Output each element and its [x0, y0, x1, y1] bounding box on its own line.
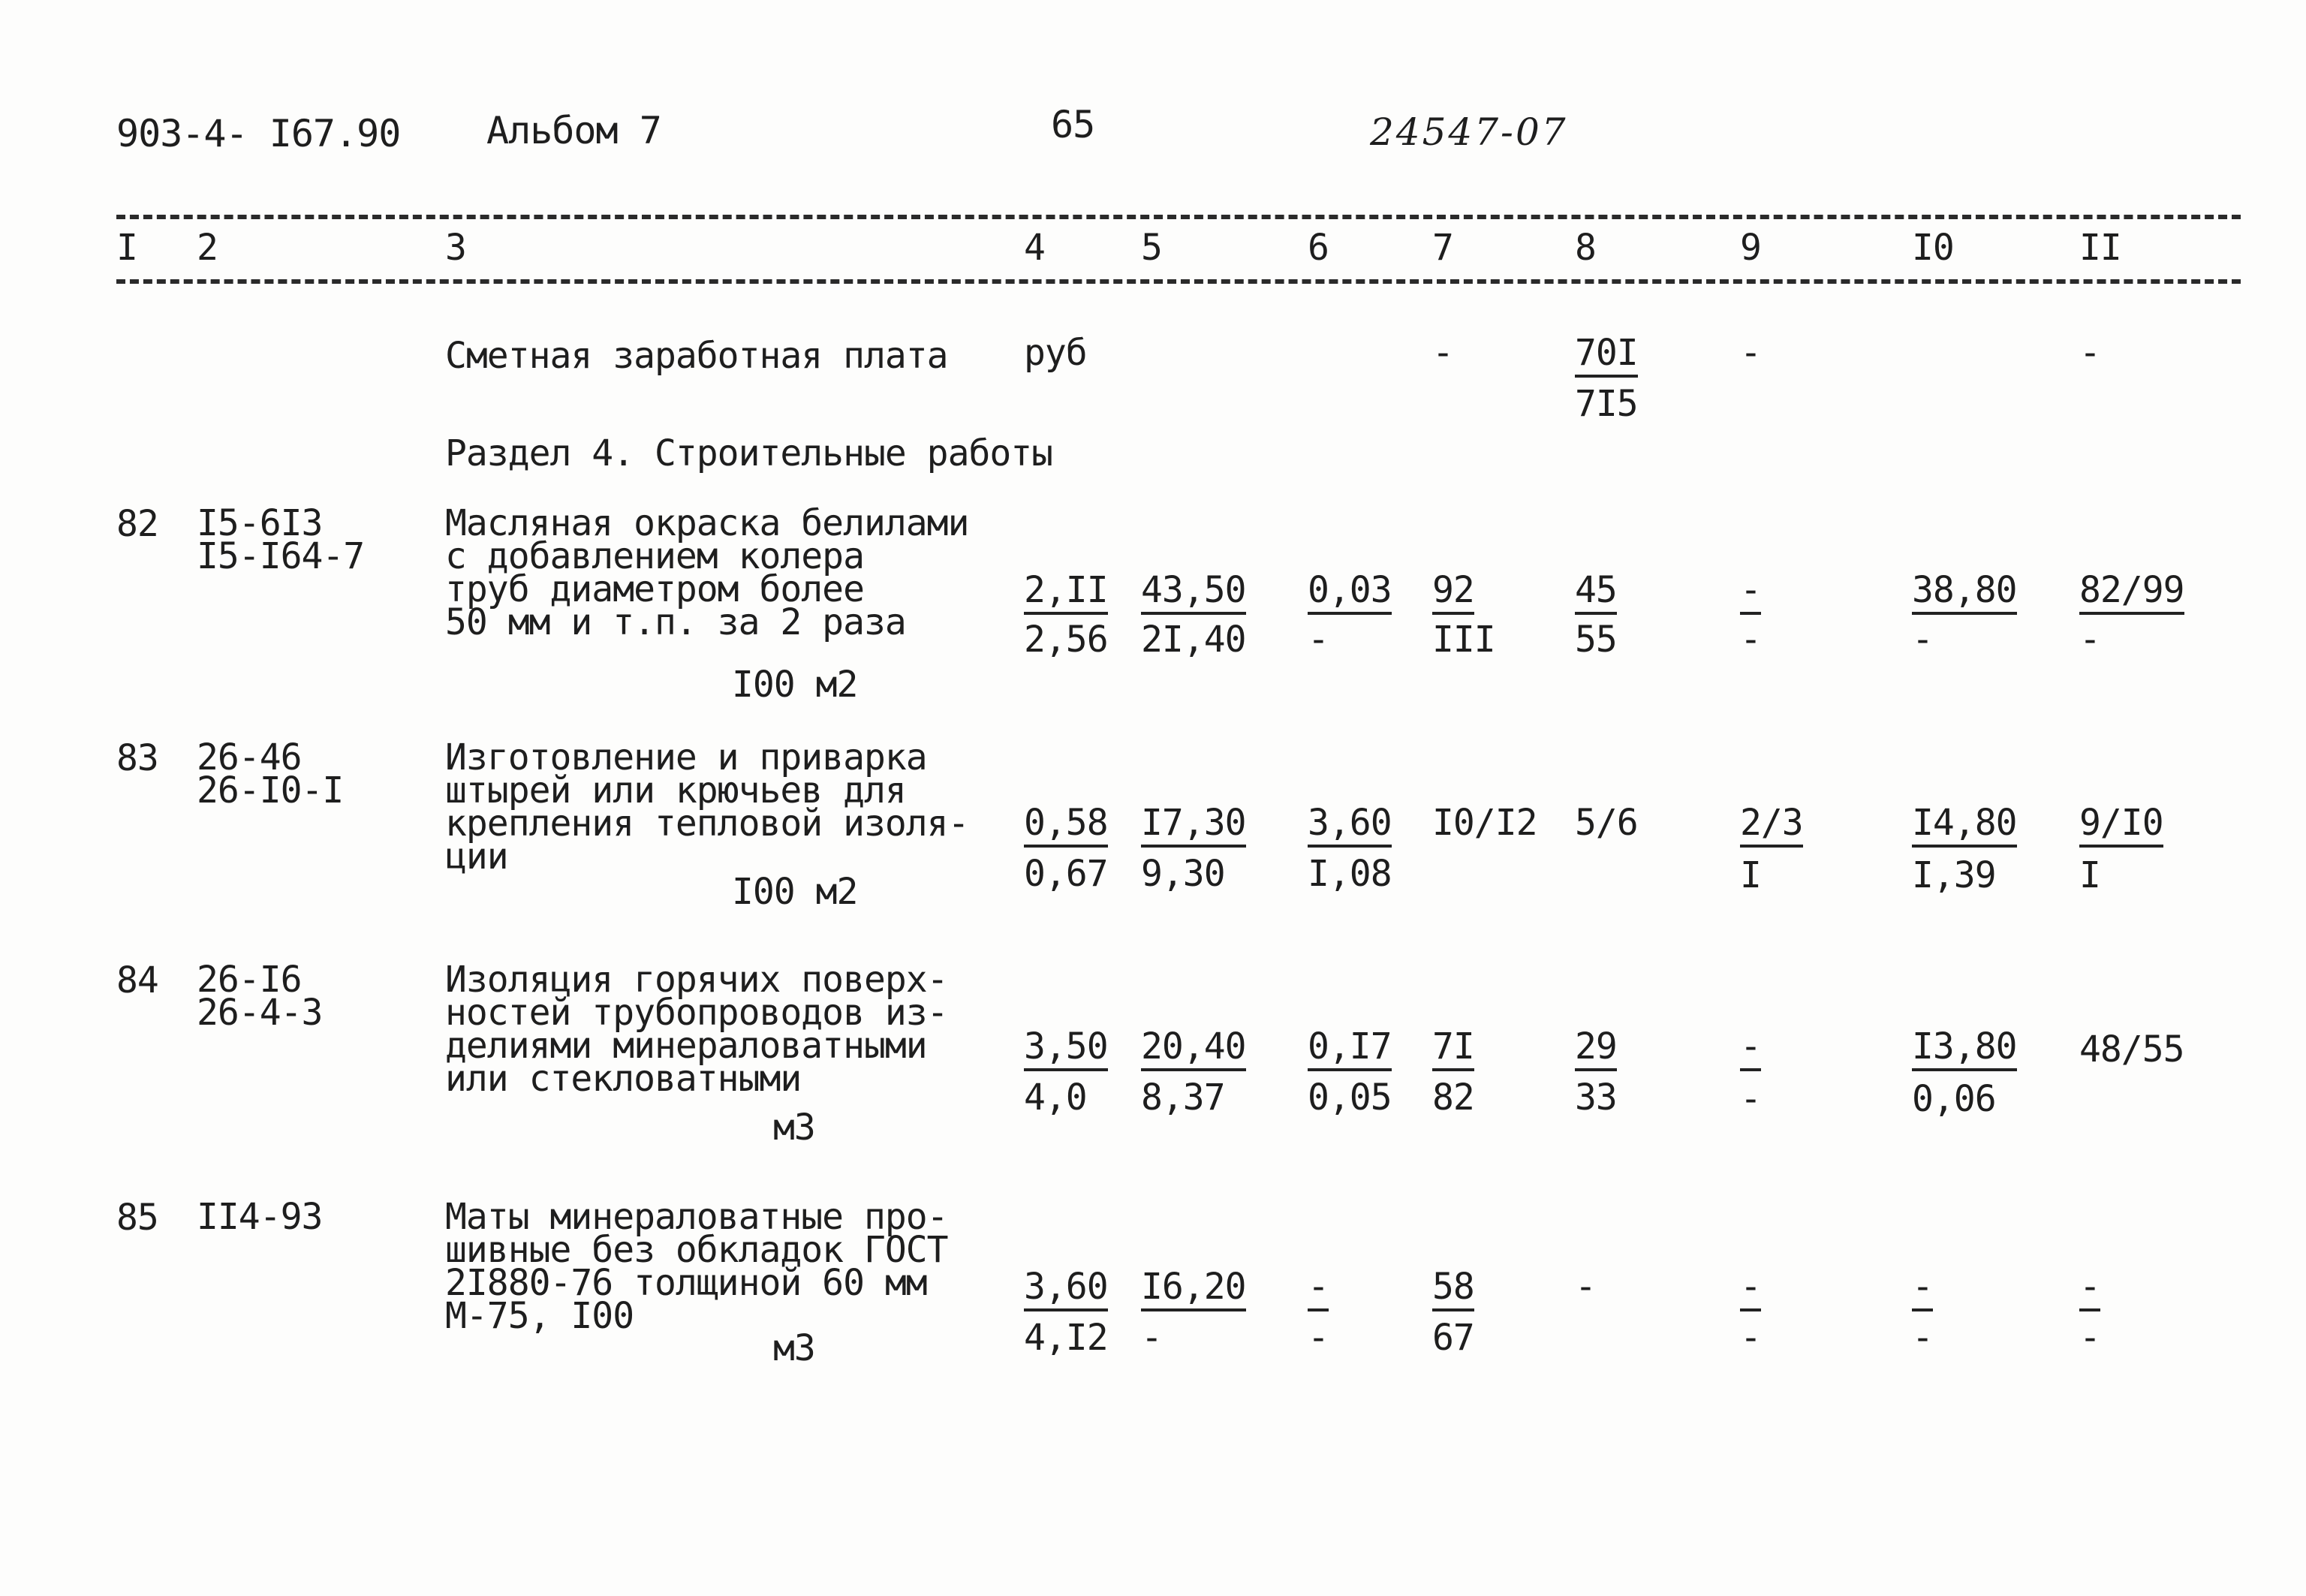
row-c8-bottom: 55 [1575, 619, 1617, 661]
column-header-3: 3 [445, 227, 466, 269]
row-c6-top: 0,03 [1308, 569, 1392, 615]
wage-row-c7: - [1432, 332, 1453, 374]
wage-row-unit: руб [1024, 332, 1087, 374]
wage-row-c11: - [2079, 332, 2100, 374]
top-dashed-rule [116, 215, 2241, 219]
row-c11-top: 82/99 [2079, 569, 2184, 615]
row-c11-top: - [2079, 1266, 2100, 1311]
row-c7-top: 58 [1432, 1266, 1474, 1311]
row-c8-top: 29 [1575, 1025, 1617, 1071]
row-c8-top: 45 [1575, 569, 1617, 615]
row-c11-top: 9/I0 [2079, 802, 2163, 848]
wage-row-name: Сметная заработная плата [445, 335, 948, 377]
row-c5-top: I6,20 [1141, 1266, 1246, 1311]
row-c4-bottom: 4,0 [1024, 1077, 1087, 1119]
row-c9-top: - [1740, 569, 1761, 615]
row-unit: I00 м2 [732, 664, 858, 706]
row-number: 84 [116, 959, 158, 1001]
row-c6-top: - [1308, 1266, 1329, 1311]
row-c5-bottom: 9,30 [1141, 853, 1225, 895]
row-codes: I5-6I3 I5-I64-7 [197, 502, 365, 577]
wage-row-c9: - [1740, 332, 1761, 374]
row-c4-bottom: 0,67 [1024, 853, 1108, 895]
column-header-11: II [2079, 227, 2121, 269]
row-c10-top: - [1912, 1266, 1933, 1311]
column-header-8: 8 [1575, 227, 1596, 269]
row-c6-bottom: - [1308, 1317, 1329, 1359]
column-header-9: 9 [1740, 227, 1761, 269]
row-c9-bottom: - [1740, 619, 1761, 661]
row-c10-bottom: - [1912, 1317, 1933, 1359]
row-codes: 26-46 26-I0-I [197, 736, 344, 812]
row-c7-top: I0/I2 [1432, 802, 1537, 844]
row-codes: 26-I6 26-4-3 [197, 959, 323, 1034]
row-c11-top: 48/55 [2079, 1028, 2184, 1071]
column-header-2: 2 [197, 227, 218, 269]
row-c6-bottom: - [1308, 619, 1329, 661]
column-header-6: 6 [1308, 227, 1329, 269]
row-c6-top: 3,60 [1308, 802, 1392, 848]
row-c10-bottom: 0,06 [1912, 1078, 1996, 1120]
row-c9-top: 2/3 [1740, 802, 1803, 848]
row-c9-bottom: - [1740, 1317, 1761, 1359]
row-c5-bottom: 8,37 [1141, 1077, 1225, 1119]
column-header-4: 4 [1024, 227, 1045, 269]
column-header-1: I [116, 227, 137, 269]
row-c4-top: 3,60 [1024, 1266, 1108, 1311]
row-codes: II4-93 [197, 1196, 323, 1238]
row-c10-bottom: I,39 [1912, 854, 1996, 896]
row-c6-bottom: I,08 [1308, 853, 1392, 895]
row-c6-top: 0,I7 [1308, 1025, 1392, 1071]
row-c9-bottom: I [1740, 854, 1761, 896]
row-c10-top: 38,80 [1912, 569, 2017, 615]
row-unit: м3 [773, 1327, 815, 1369]
row-c5-bottom: - [1141, 1317, 1162, 1359]
row-number: 85 [116, 1197, 158, 1239]
row-c7-top: 92 [1432, 569, 1474, 615]
row-description: Изоляция горячих поверх- ностей трубопроводов из- делиями минераловатными или стекловатными [445, 959, 948, 1100]
row-description: Маты минераловатные про- шивные без обкладок ГОСТ 2I880-76 толщиной 60 мм М-75, I00 [445, 1196, 948, 1337]
column-header-5: 5 [1141, 227, 1162, 269]
row-c11-bottom: - [2079, 1317, 2100, 1359]
bottom-dashed-rule [116, 279, 2241, 284]
row-number: 83 [116, 737, 158, 779]
row-c7-bottom: 67 [1432, 1317, 1474, 1359]
row-c11-bottom: I [2079, 854, 2100, 896]
row-c5-bottom: 2I,40 [1141, 619, 1246, 661]
row-description: Масляная окраска белилами с добавлением колера труб диаметром более 50 мм и т.п. за 2 раза [445, 502, 969, 643]
document-code: 903-4- I67.90 [116, 112, 401, 155]
row-c11-bottom: - [2079, 619, 2100, 661]
row-c9-bottom: - [1740, 1078, 1761, 1120]
row-number: 82 [116, 503, 158, 545]
row-c8-top: 5/6 [1575, 802, 1638, 844]
row-c4-bottom: 2,56 [1024, 619, 1108, 661]
row-c10-top: I4,80 [1912, 802, 2017, 848]
section-title: Раздел 4. Строительные работы [445, 432, 1053, 474]
row-c10-bottom: - [1912, 619, 1933, 661]
row-c6-bottom: 0,05 [1308, 1077, 1392, 1119]
wage-row-c8-top: 70I [1575, 332, 1638, 378]
page-number: 65 [1051, 103, 1095, 146]
column-header-10: I0 [1912, 227, 1954, 269]
row-c5-top: 20,40 [1141, 1025, 1246, 1071]
row-c5-top: 43,50 [1141, 569, 1246, 615]
row-c8-top: - [1575, 1266, 1596, 1308]
row-c4-top: 2,II [1024, 569, 1108, 615]
row-unit: I00 м2 [732, 871, 858, 913]
handwritten-number: 24547-07 [1370, 110, 1568, 154]
row-c9-top: - [1740, 1025, 1761, 1071]
column-header-7: 7 [1432, 227, 1453, 269]
row-c9-top: - [1740, 1266, 1761, 1311]
album-label: Альбом 7 [486, 109, 661, 152]
row-c4-top: 3,50 [1024, 1025, 1108, 1071]
row-c8-bottom: 33 [1575, 1077, 1617, 1119]
row-c7-bottom: III [1432, 619, 1495, 661]
row-description: Изготовление и приварка штырей или крючьев для крепления тепловой изоля- ции [445, 736, 969, 878]
row-c7-bottom: 82 [1432, 1077, 1474, 1119]
row-c10-top: I3,80 [1912, 1025, 2017, 1071]
row-unit: м3 [773, 1107, 815, 1149]
row-c4-bottom: 4,I2 [1024, 1317, 1108, 1359]
row-c5-top: I7,30 [1141, 802, 1246, 848]
row-c7-top: 7I [1432, 1025, 1474, 1071]
wage-row-c8-bottom: 7I5 [1575, 383, 1638, 425]
row-c4-top: 0,58 [1024, 802, 1108, 848]
